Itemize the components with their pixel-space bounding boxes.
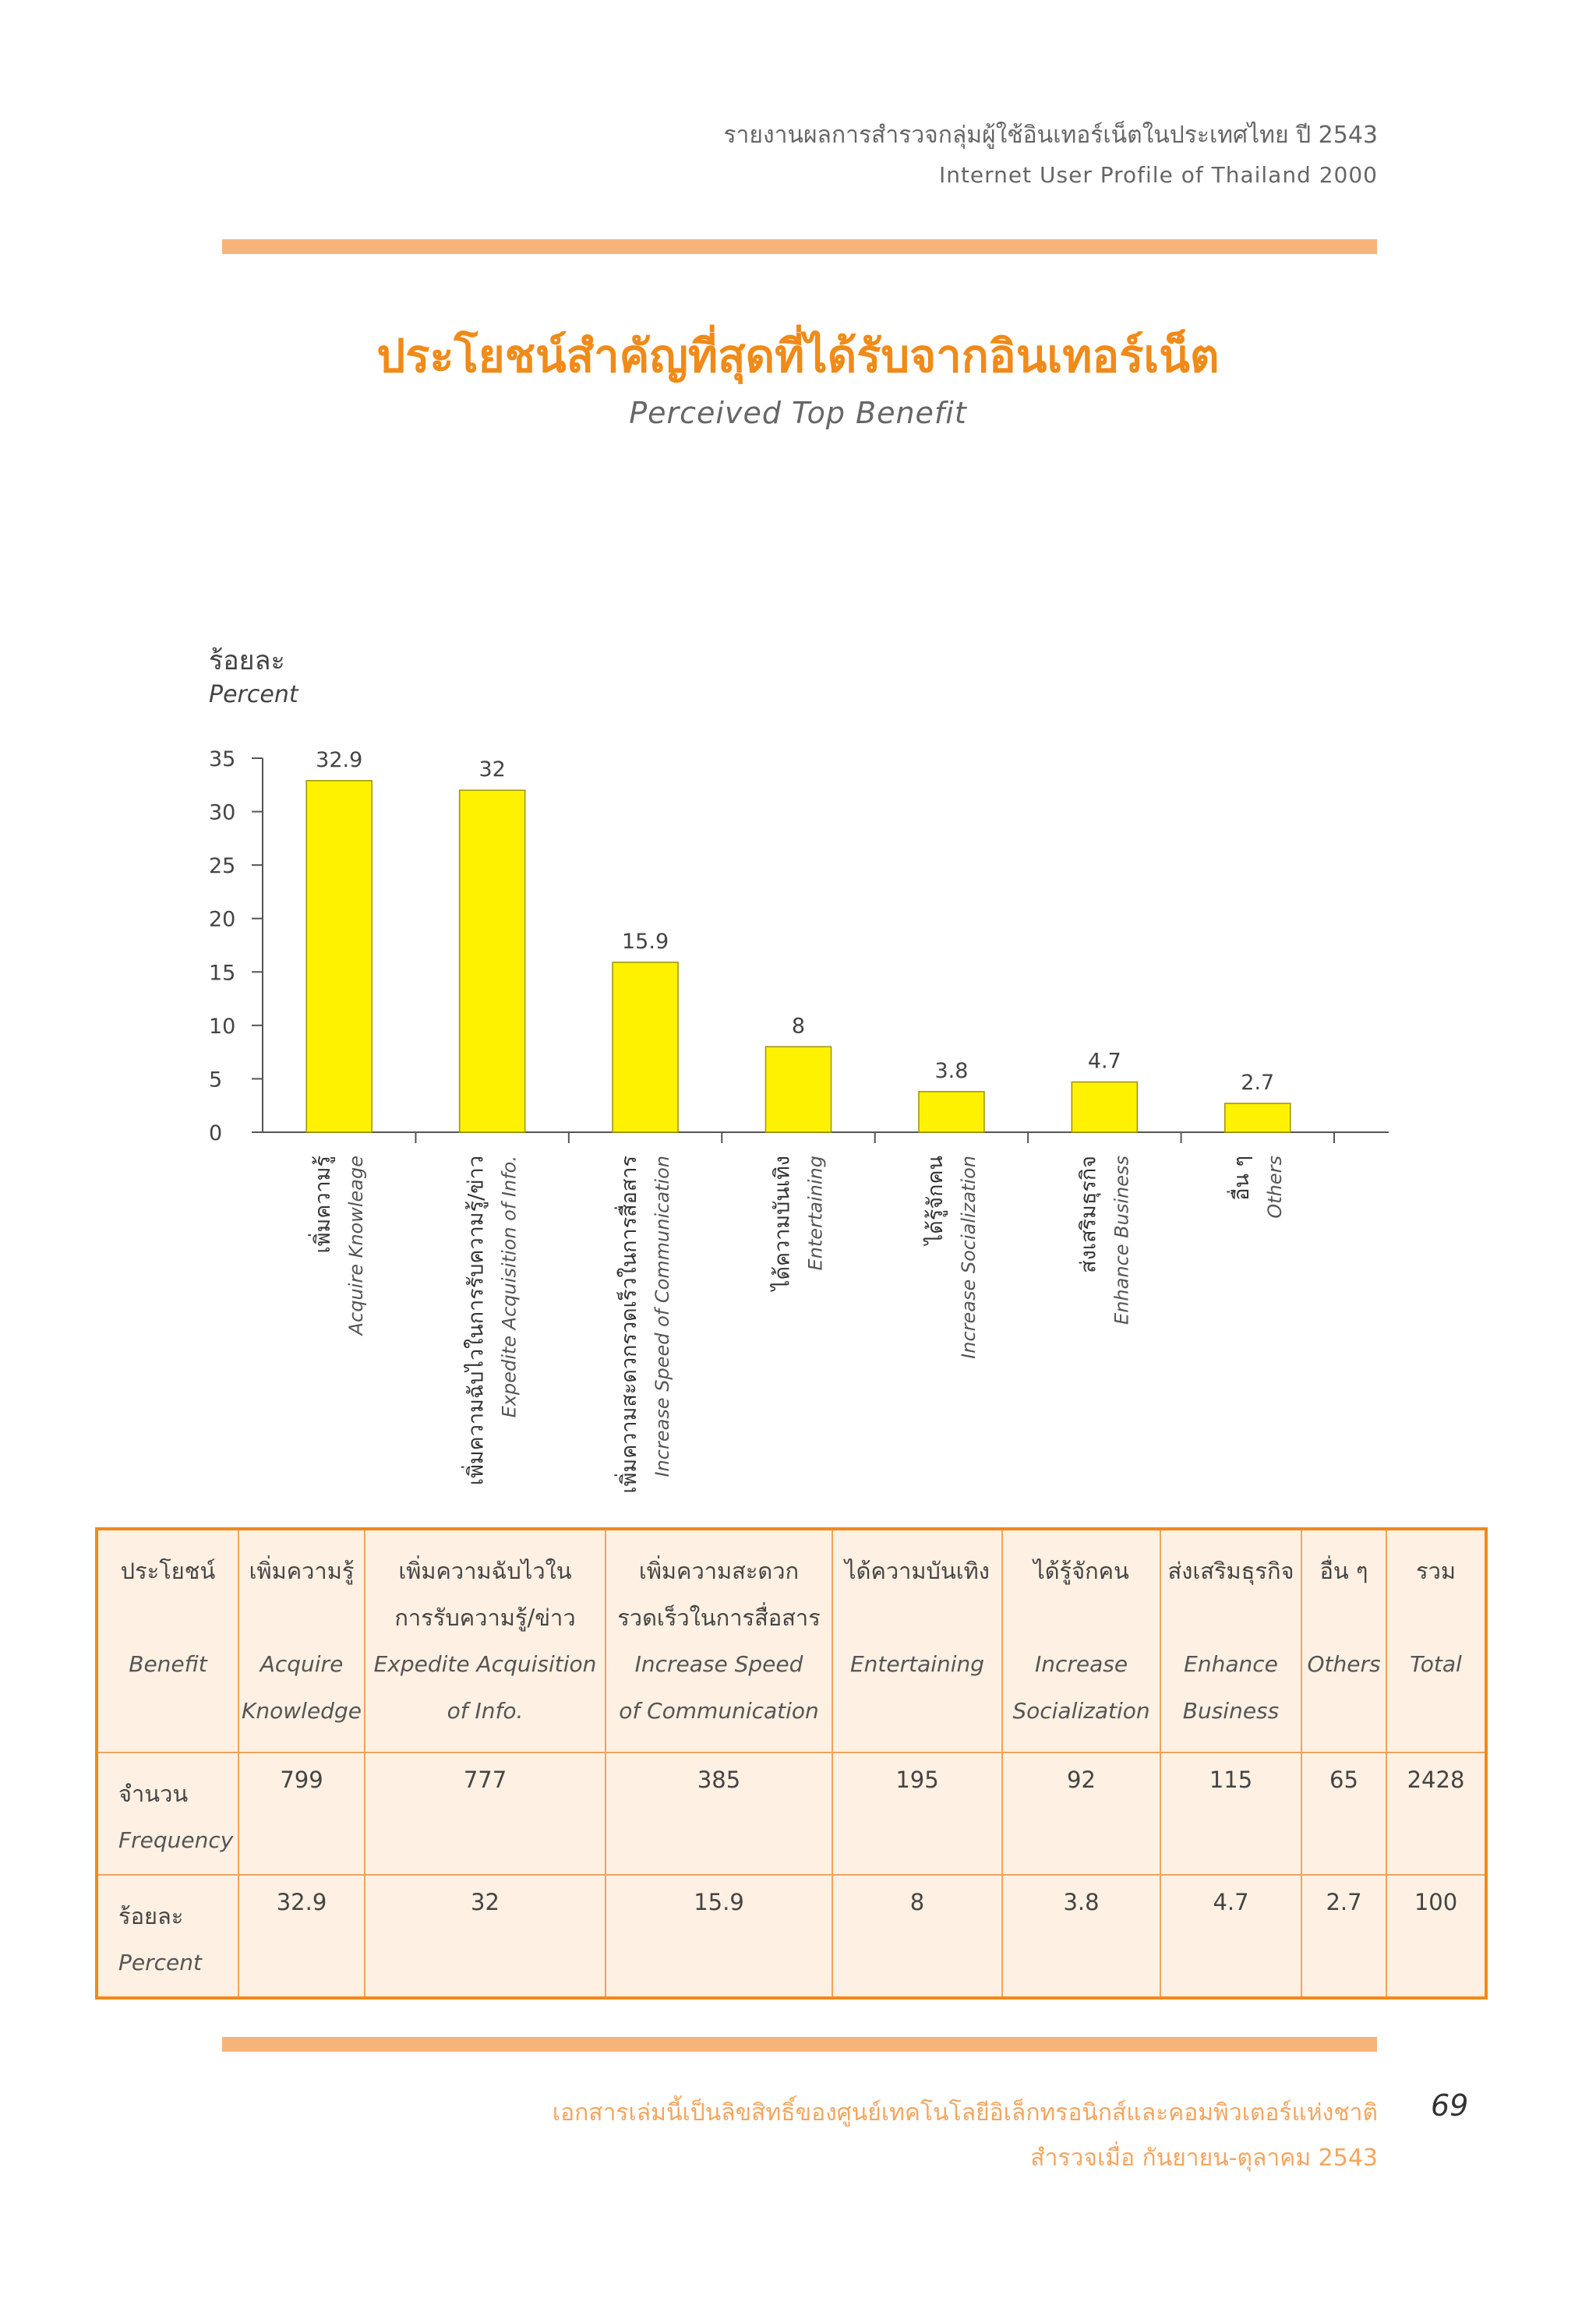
chart-subtitle: Perceived Top Benefit xyxy=(629,396,967,430)
row-label-thai: ร้อยละ xyxy=(118,1903,184,1929)
table-value-cell: 4.7 xyxy=(1160,1875,1301,1998)
table-header-cell xyxy=(1160,1529,1301,1753)
bar xyxy=(1225,1103,1291,1132)
y-tick-label: 5 xyxy=(209,1068,223,1092)
header-thai-text: การรับความรู้/ข่าว xyxy=(394,1604,576,1631)
table-value-cell: 3.8 xyxy=(1002,1875,1160,1998)
header-thai-text: รวม xyxy=(1416,1558,1456,1584)
header-english-text: Total xyxy=(1410,1651,1462,1677)
x-category-label: อื่น ๆ xyxy=(1229,1156,1254,1201)
bar xyxy=(919,1092,984,1132)
table-value-cell: 385 xyxy=(606,1753,832,1875)
table-value-cell: 15.9 xyxy=(606,1875,832,1998)
header-english-text: Increase xyxy=(1034,1651,1128,1677)
bar xyxy=(460,790,525,1132)
data-label: 15.9 xyxy=(622,929,669,954)
y-tick-label: 0 xyxy=(209,1121,223,1145)
y-tick-label: 30 xyxy=(209,800,236,825)
header-thai-text: ประโยชน์ xyxy=(120,1558,216,1584)
table-row-percent xyxy=(97,1875,1486,1998)
header-thai-text: ได้รู้จักคน xyxy=(1033,1558,1129,1584)
x-category-label: เพิ่มความสะดวกรวดเร็วในการสื่อสาร xyxy=(617,1156,642,1494)
row-label-english: Frequency xyxy=(118,1827,234,1853)
report-title-thai: รายงานผลการสำรวจกลุ่มผู้ใช้อินเทอร์เน็ตในประเทศไทย ปี 2543 xyxy=(723,122,1378,149)
header-english-text: of Info. xyxy=(447,1698,524,1724)
header-english-text: Entertaining xyxy=(849,1651,985,1677)
bar xyxy=(766,1047,832,1132)
data-label: 32.9 xyxy=(316,747,363,772)
chart-title: ประโยชน์สำคัญที่สุดที่ได้รับจากอินเทอร์เน็ต xyxy=(376,330,1220,383)
y-axis-unit-thai: ร้อยละ xyxy=(209,645,285,676)
header-english-text: of Communication xyxy=(619,1698,819,1724)
row-label-english: Percent xyxy=(118,1950,202,1975)
table-value-cell: 799 xyxy=(238,1753,365,1875)
table-header-cell xyxy=(1386,1529,1486,1753)
table-row-frequency xyxy=(97,1753,1486,1875)
table-value-cell: 65 xyxy=(1301,1753,1386,1875)
data-label: 4.7 xyxy=(1087,1049,1121,1074)
table-value-cell: 100 xyxy=(1386,1875,1486,1998)
y-tick-label: 25 xyxy=(209,854,236,879)
x-category-label-en: Expedite Acquisition of Info. xyxy=(498,1156,521,1418)
x-category-label: ได้รู้จักคน xyxy=(923,1156,948,1245)
x-category-label: เพิ่มความรู้ xyxy=(311,1156,336,1254)
header-english-text: Others xyxy=(1307,1651,1381,1677)
header-english-text: Knowledge xyxy=(242,1698,362,1724)
bar xyxy=(1072,1082,1137,1132)
y-axis-unit-english: Percent xyxy=(209,681,298,708)
row-label-cell xyxy=(97,1875,238,1998)
header-english-text: Expedite Acquisition xyxy=(373,1651,597,1677)
y-tick-label: 10 xyxy=(209,1014,236,1039)
report-title-english: Internet User Profile of Thailand 2000 xyxy=(938,162,1378,188)
table-header-cell xyxy=(1002,1529,1160,1753)
row-label-thai: จำนวน xyxy=(118,1781,189,1807)
y-tick-label: 20 xyxy=(209,907,236,932)
bar xyxy=(306,781,372,1132)
header-english-text: Socialization xyxy=(1012,1698,1150,1724)
table-value-cell: 32 xyxy=(365,1875,606,1998)
header-english-text: Enhance xyxy=(1184,1651,1278,1677)
y-tick-label: 35 xyxy=(209,747,236,771)
row-label-cell xyxy=(97,1753,238,1875)
benefit-table xyxy=(95,1527,1488,2000)
table-header-cell xyxy=(832,1529,1002,1753)
header-thai-text: อื่น ๆ xyxy=(1319,1558,1368,1584)
table-value-cell: 2.7 xyxy=(1301,1875,1386,1998)
table-header-row xyxy=(97,1529,1486,1753)
table-header-cell xyxy=(1301,1529,1386,1753)
table-value-cell: 115 xyxy=(1160,1753,1301,1875)
table-header-cell xyxy=(365,1529,606,1753)
x-category-label: เพิ่มความฉับไวในการรับความรู้/ข่าว xyxy=(464,1156,489,1486)
bottom-divider xyxy=(222,2037,1377,2052)
header-english-text: Business xyxy=(1182,1698,1280,1724)
table-value-cell: 32.9 xyxy=(238,1875,365,1998)
x-category-label: ได้ความบันเทิง xyxy=(770,1156,795,1291)
x-category-label: ส่งเสริมธุรกิจ xyxy=(1076,1156,1101,1273)
header-english-text: Benefit xyxy=(129,1651,207,1677)
data-label: 8 xyxy=(791,1014,806,1039)
copyright-note: เอกสารเล่มนี้เป็นลิขสิทธิ์ของศูนย์เทคโนโลยีอิเล็กทรอนิกส์และคอมพิวเตอร์แห่งชาติ xyxy=(552,2099,1378,2127)
table-value-cell: 195 xyxy=(832,1753,1002,1875)
data-label: 32 xyxy=(478,757,506,782)
data-label: 3.8 xyxy=(934,1058,969,1083)
table-value-cell: 777 xyxy=(365,1753,606,1875)
bar xyxy=(613,962,678,1132)
header-thai-text: ส่งเสริมธุรกิจ xyxy=(1167,1558,1294,1584)
table-header-cell xyxy=(97,1529,238,1753)
table-value-cell: 2428 xyxy=(1386,1753,1486,1875)
table-value-cell: 8 xyxy=(832,1875,1002,1998)
header-thai-text: เพิ่มความรู้ xyxy=(249,1558,355,1584)
table-header-cell xyxy=(606,1529,832,1753)
x-category-label-en: Entertaining xyxy=(804,1156,827,1271)
survey-date-note: สำรวจเมื่อ กันยายน-ตุลาคม 2543 xyxy=(1030,2144,1378,2172)
x-category-label-en: Others xyxy=(1263,1156,1286,1219)
header-thai-text: เพิ่มความสะดวก xyxy=(638,1558,800,1584)
table-header-cell xyxy=(238,1529,365,1753)
x-category-label-en: Increase Socialization xyxy=(957,1156,980,1359)
x-category-label-en: Enhance Business xyxy=(1110,1156,1133,1325)
page-number: 69 xyxy=(1431,2088,1469,2123)
data-label: 2.7 xyxy=(1241,1070,1275,1095)
header-thai-text: เพิ่มความฉับไวใน xyxy=(398,1558,572,1584)
header-english-text: Acquire xyxy=(260,1651,344,1677)
table-value-cell: 92 xyxy=(1002,1753,1160,1875)
header-english-text: Increase Speed xyxy=(634,1651,803,1677)
x-category-label-en: Acquire Knowleage xyxy=(345,1156,368,1336)
x-category-label-en: Increase Speed of Communication xyxy=(651,1156,674,1477)
y-tick-label: 15 xyxy=(209,961,236,986)
header-thai-text: ได้ความบันเทิง xyxy=(845,1558,990,1584)
header-thai-text: รวดเร็วในการสื่อสาร xyxy=(617,1604,821,1631)
